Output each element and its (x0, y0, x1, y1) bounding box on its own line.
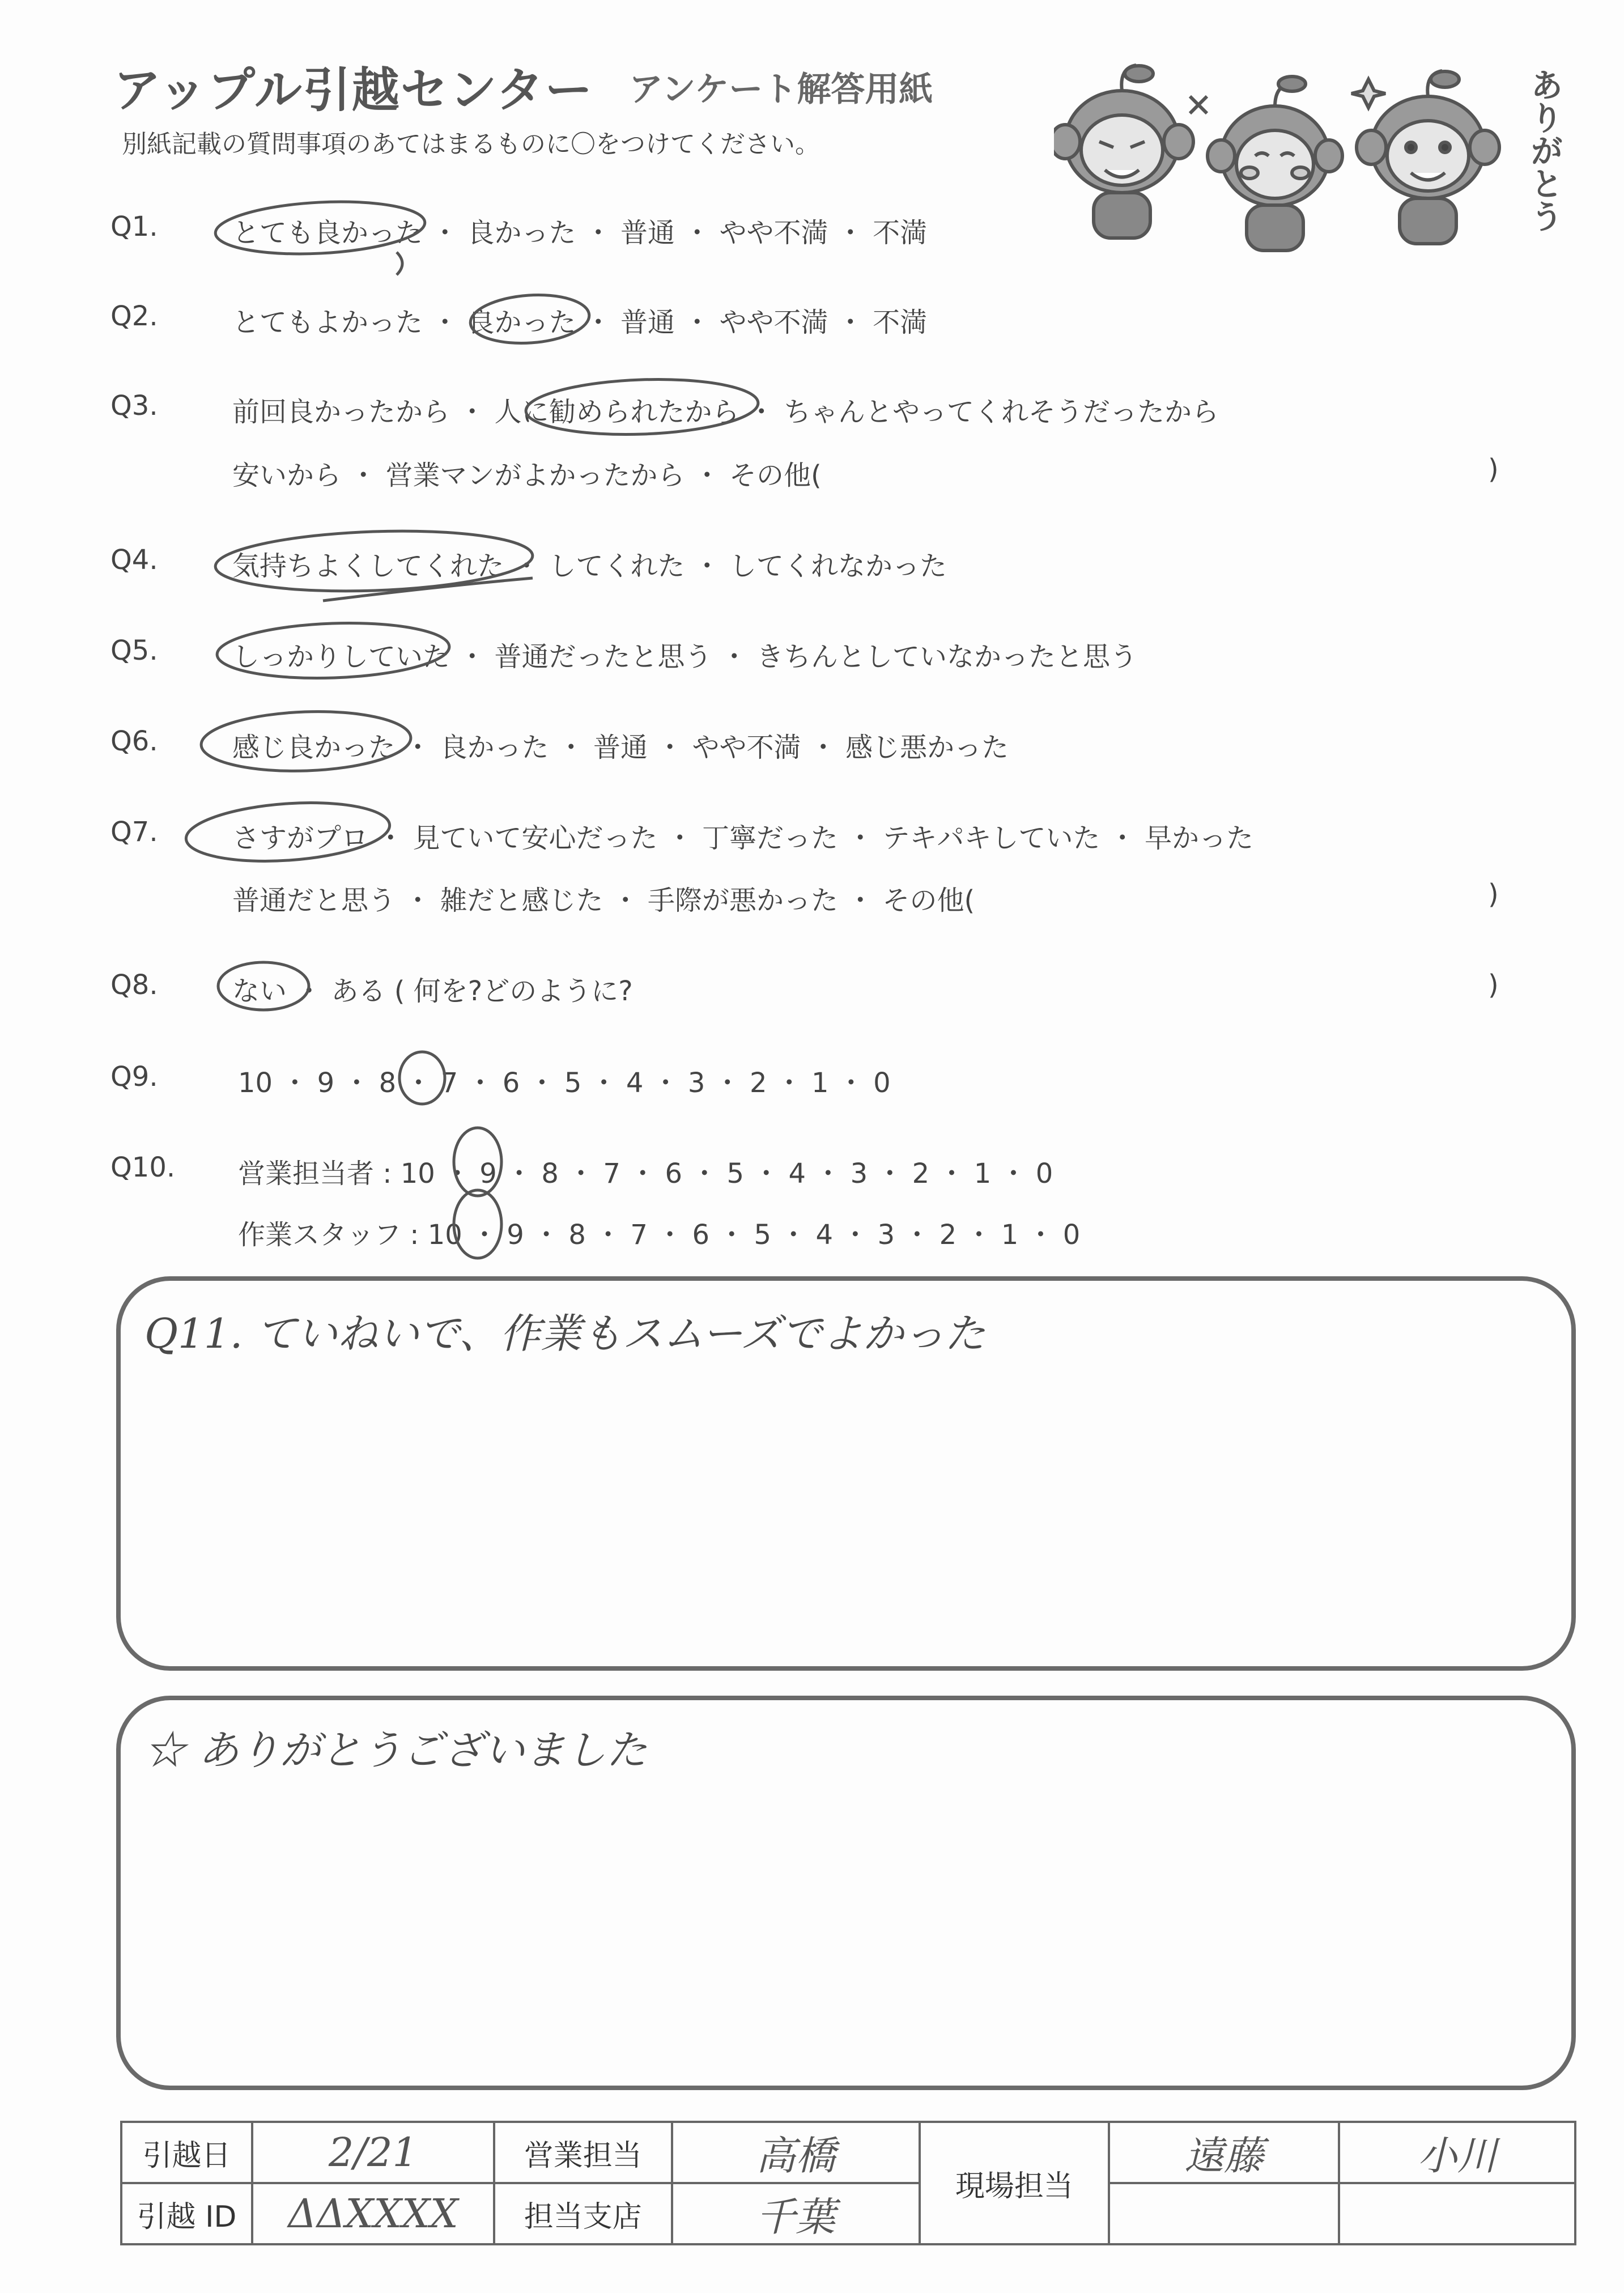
q6-answer-circle (200, 708, 411, 775)
q7-options-line1: さすがプロ ・ 見ていて安心だった ・ 丁寧だった ・ テキパキしていた ・ 早かった (232, 822, 1254, 854)
site-staff-empty-cell-2 (1339, 2183, 1575, 2244)
branch-label: 担当支店 (494, 2183, 672, 2244)
move-date-value: 2/21 (252, 2122, 494, 2183)
q9-answer-circle (399, 1052, 445, 1104)
q2-label: Q2. (110, 300, 158, 332)
q10-staff-answer-circle (454, 1190, 501, 1258)
q5-answer-circle (216, 619, 450, 682)
move-id-label: 引越 ID (121, 2183, 252, 2244)
q10-label: Q10. (110, 1152, 176, 1183)
q3-options-line2: 安いから ・ 営業マンがよかったから ・ その他( (232, 460, 822, 491)
q8-options: ない ・ ある ( 何を?どのように? (232, 975, 633, 1007)
q8-answer-circle (218, 962, 309, 1010)
q8-label: Q8. (110, 969, 158, 1001)
q9-label: Q9. (110, 1061, 158, 1093)
form-subtitle: アンケート解答用紙 (629, 70, 933, 109)
instruction-text: 別紙記載の質問事項のあてはまるものに〇をつけてください。 (122, 130, 820, 159)
q1-label: Q1. (110, 211, 158, 243)
q5-options: しっかりしていた ・ 普通だったと思う ・ きちんとしていなかったと思う (232, 641, 1138, 673)
q7-answer-circle (184, 797, 392, 868)
q11-handwritten-comment: Q11. ていねいで、作業もスムーズでよかった (144, 1310, 985, 1357)
site-staff-label: 現場担当 (920, 2122, 1109, 2244)
move-id-value: ΔΔXXXX (252, 2183, 494, 2244)
q4-options: 気持ちよくしてくれた ・ してくれた ・ してくれなかった (232, 550, 947, 582)
q1-options: とても良かった ・ 良かった ・ 普通 ・ やや不満 ・ 不満 (232, 217, 928, 249)
q3-label: Q3. (110, 390, 158, 422)
q3-close-paren: ) (1488, 453, 1499, 485)
sales-rep-value: 高橋 (672, 2122, 920, 2183)
q2-options: とてもよかった ・ 良かった ・ 普通 ・ やや不満 ・ 不満 (232, 307, 928, 338)
q1-answer-circle (214, 197, 426, 258)
q3-answer-circle (525, 376, 759, 438)
mascot-thanks-text: ありがとう (1525, 68, 1563, 232)
form-title: アップル引越センター (113, 62, 594, 118)
site-staff-empty-cell-1 (1109, 2183, 1339, 2244)
move-date-label: 引越日 (121, 2122, 252, 2183)
q4-label: Q4. (110, 544, 158, 576)
q10-staff-options: 作業スタッフ : 10 ・ 9 ・ 8 ・ 7 ・ 6 ・ 5 ・ 4 ・ 3 ・ 2 ・ 1 ・ 0 (238, 1219, 1081, 1251)
q7-label: Q7. (110, 816, 158, 848)
q3-options-line1: 前回良かったから ・ 人に勧められたから ・ ちゃんとやってくれそうだったから (232, 396, 1219, 428)
q5-label: Q5. (110, 635, 158, 666)
q2-answer-circle (469, 291, 590, 347)
q6-options: 感じ良かった ・ 良かった ・ 普通 ・ やや不満 ・ 感じ悪かった (232, 732, 1009, 763)
sales-rep-label: 営業担当 (494, 2122, 672, 2183)
handwritten-message: ☆ ありがとうございました (144, 1726, 647, 1774)
q4-answer-circle (214, 526, 533, 596)
site-staff-value-1: 遠藤 (1109, 2122, 1339, 2183)
q9-options: 10 ・ 9 ・ 8 ・ 7 ・ 6 ・ 5 ・ 4 ・ 3 ・ 2 ・ 1 ・ 0 (238, 1067, 891, 1099)
q10-sales-options: 営業担当者 : 10 ・ 9 ・ 8 ・ 7 ・ 6 ・ 5 ・ 4 ・ 3 ・ 2 ・ 1 ・ 0 (238, 1158, 1053, 1190)
q6-label: Q6. (110, 725, 158, 757)
q7-options-line2: 普通だと思う ・ 雑だと感じた ・ 手際が悪かった ・ その他( (232, 885, 975, 916)
move-info-table (120, 2121, 1576, 2245)
site-staff-value-2: 小川 (1339, 2122, 1575, 2183)
q7-close-paren: ) (1488, 878, 1499, 910)
q10-sales-answer-circle (454, 1128, 501, 1196)
branch-value: 千葉 (672, 2183, 920, 2244)
q8-close-paren: ) (1488, 969, 1499, 1001)
